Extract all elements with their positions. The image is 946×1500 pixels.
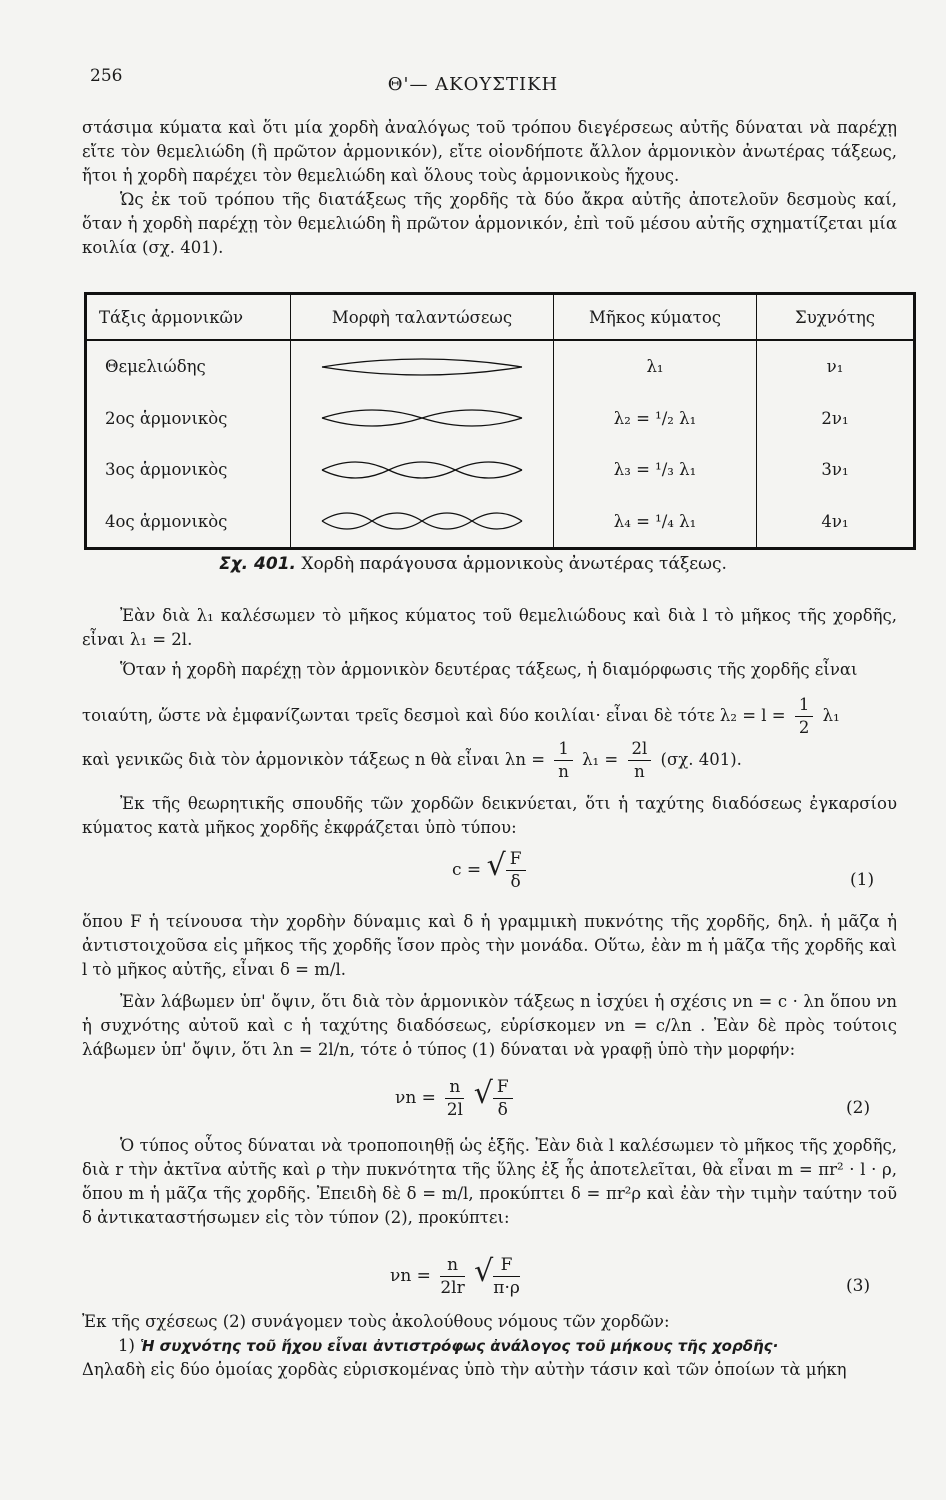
page-number: 256 (90, 66, 123, 86)
frequency: 4ν₁ (821, 511, 849, 531)
paragraph-frequency: Ἐὰν λάβωμεν ὑπ' ὄψιν, ὅτι διὰ τὸν ἁρμονικὸν τάξεως n ἰσχύει ἡ σχέσις νn = c · λn ὅπου νn ἡ συχνότης αὐτοῦ καὶ c ἡ ταχύτης διαδόσεως, εὑρίσκομεν νn = c/λn . Ἐὰν δὲ πρὸς τούτοις λάβωμεν ὑπ' ὄψιν, ὅτι λn = 2l/n, τότε ὁ τύπος (1) δύναται νὰ γραφῇ ὑπὸ τὴν μορφήν: (82, 992, 897, 1059)
string-loop-curve (422, 521, 472, 529)
sqrt-fraction (493, 1254, 520, 1299)
law-number: 1) (118, 1336, 135, 1355)
fraction-denominator: n (634, 762, 645, 781)
equation-number-2: (2) (846, 1098, 871, 1118)
fraction-2l-over-n (628, 738, 652, 783)
string-loop-curve (389, 462, 456, 470)
table-row (86, 393, 915, 444)
string-loop-curve (472, 521, 522, 529)
general-harmonic-text: καὶ γενικῶς διὰ τὸν ἁρμονικὸν τάξεως n θὰ εἶναι λn = (82, 750, 546, 769)
string-loops-4 (317, 508, 527, 534)
col-header-order: Τάξις ἁρμονικῶν (86, 294, 291, 341)
string-loop-curve (422, 418, 522, 426)
table-row (86, 340, 915, 393)
paragraph-definitions: ὅπου F ἡ τείνουσα τὴν χορδὴν δύναμις καὶ δ ἡ γραμμικὴ πυκνότης τῆς χορδῆς, δηλ. ἡ μᾶζα ἡ ἀντιστοιχοῦσα εἰς μῆκος τῆς χορδῆς ἴσον πρὸς τὴν μονάδα. Οὕτω, ἐὰν m ἡ μᾶζα τῆς χορδῆς καὶ l τὸ μῆκος αὐτῆς, εἶναι δ = m/l. (82, 912, 897, 979)
fraction-numerator: 2l (628, 738, 652, 761)
vibration-shape (291, 495, 554, 548)
paragraph-laws-intro: Ἐκ τῆς σχέσεως (2) συνάγομεν τοὺς ἀκολούθους νόμους τῶν χορδῶν: (82, 1312, 670, 1331)
paragraph-law-explanation: Δηλαδὴ εἰς δύο ὁμοίας χορδὰς εὑρισκομένας ὑπὸ τὴν αὐτὴν τάσιν καὶ τῶν ὁποίων τὰ μήκη (82, 1360, 847, 1379)
col-header-frequency: Συχνότης (757, 294, 915, 341)
string-loop-curve (322, 418, 422, 426)
string-loop-curve (455, 470, 522, 478)
string-loop-curve (322, 410, 422, 418)
general-harmonic-relation (82, 738, 897, 783)
string-loop-curve (472, 513, 522, 521)
frequency: ν₁ (826, 357, 844, 377)
table-row (86, 444, 915, 495)
second-harmonic-relation (82, 694, 897, 739)
fraction-numerator: 1 (554, 738, 573, 761)
fraction-denominator: 2lr (440, 1278, 465, 1298)
equation-1 (452, 848, 530, 893)
paragraph-modification: Ὁ τύπος οὗτος δύναται νὰ τροποποιηθῇ ὡς ἑξῆς. Ἐὰν διὰ l καλέσωμεν τὸ μῆκος τῆς χορδῆς, διὰ r τὴν ἀκτῖνα αὐτῆς καὶ ρ τὴν πυκνότητα τῆς ὕλης ἐξ ἧς ἀποτελεῖται, θὰ εἶναι m = πr² · l · ρ, ὅπου m ἡ μᾶζα τῆς χορδῆς. Ἐπειδὴ δὲ δ = m/l, προκύπτει δ = πr²ρ καὶ ἐὰν τὴν τιμὴν ταύτην τοῦ δ ἀντικαταστήσωμεν εἰς τὸν τύπον (2), προκύπτει: (82, 1136, 897, 1227)
fraction-half (795, 694, 814, 739)
law-1 (82, 1334, 897, 1358)
equation-number-1: (1) (850, 870, 875, 890)
fraction-denominator: 2 (798, 718, 810, 737)
harmonic-order: Θεμελιώδης (86, 340, 291, 393)
equation-2 (395, 1076, 517, 1121)
string-loops-3 (317, 457, 527, 483)
string-loop-curve (322, 513, 372, 521)
fraction-numerator: F (493, 1076, 513, 1099)
figure-caption-text: Χορδὴ παράγουσα ἁρμονικοὺς ἀνωτέρας τάξεως. (301, 554, 727, 574)
harmonic-order: 2ος ἁρμονικὸς (86, 393, 291, 444)
law-text: Ἡ συχνότης τοῦ ἤχου εἶναι ἀντιστρόφως ἀνάλογος τοῦ μήκους τῆς χορδῆς· (140, 1337, 779, 1355)
fraction-numerator: n (445, 1076, 464, 1099)
col-header-wavelength: Μῆκος κύματος (554, 294, 757, 341)
equation-lhs: νn = (395, 1088, 436, 1108)
intro-paragraph-1: στάσιμα κύματα καὶ ὅτι μία χορδὴ ἀναλόγως τοῦ τρόπου διεγέρσεως αὐτῆς δύναται νὰ παρέχῃ εἴτε τὸν θεμελιώδη (ἢ πρῶτον ἁρμονικόν), εἴτε οἱονδήποτε ἄλλον ἁρμονικὸν ἀνωτέρας τάξεως, ἤτοι ἡ χορδὴ παρέχει τὸν θεμελιώδη καὶ ὅλους τοὺς ἁρμονικοὺς ἤχους. (82, 118, 897, 185)
vibration-shape (291, 340, 554, 393)
fraction-one-over-n (554, 738, 573, 783)
vibration-shape (291, 393, 554, 444)
string-loop-curve (322, 367, 522, 375)
vibration-shape (291, 444, 554, 495)
frequency: 2ν₁ (821, 408, 849, 428)
harmonics-table (84, 292, 916, 550)
string-loop-curve (322, 359, 522, 367)
col-header-shape: Μορφὴ ταλαντώσεως (291, 294, 554, 341)
sqrt-fraction (506, 848, 526, 893)
table-row (86, 495, 915, 548)
sqrt-sign: √ (486, 848, 506, 883)
table-header-row (86, 294, 915, 341)
wavelength: λ₄ = ¹/₄ λ₁ (554, 495, 757, 548)
equation-3 (390, 1254, 524, 1299)
string-loop-curve (372, 513, 422, 521)
string-loop-curve (322, 521, 372, 529)
fraction-denominator: δ (497, 1100, 508, 1120)
fraction-numerator: F (493, 1254, 520, 1277)
sqrt-fraction (493, 1076, 513, 1121)
equation-number-3: (3) (846, 1276, 871, 1296)
fraction-n-over-2lr (440, 1254, 464, 1299)
fraction-numerator: n (440, 1254, 464, 1277)
wavelength: λ₂ = ¹/₂ λ₁ (554, 393, 757, 444)
intro-paragraph-2: Ὡς ἐκ τοῦ τρόπου τῆς διατάξεως τῆς χορδῆς τὰ δύο ἄκρα αὐτῆς ἀποτελοῦν δεσμοὺς καί, ὅταν ἡ χορδὴ παρέχῃ τὸν θεμελιώδη ἢ πρῶτον ἁρμονικόν, ἐπὶ τοῦ μέσου αὐτῆς σχηματίζεται μία κοιλία (σχ. 401). (82, 190, 897, 257)
figure-caption (0, 554, 946, 574)
paragraph-wavelength: Ἐὰν διὰ λ₁ καλέσωμεν τὸ μῆκος κύματος τοῦ θεμελιώδους καὶ διὰ l τὸ μῆκος τῆς χορδῆς, εἶναι λ₁ = 2l. (82, 606, 897, 649)
string-loop-curve (322, 462, 389, 470)
harmonic-order: 3ος ἁρμονικὸς (86, 444, 291, 495)
fraction-denominator: δ (510, 872, 521, 892)
paragraph-second-harmonic: Ὅταν ἡ χορδὴ παρέχῃ τὸν ἁρμονικὸν δευτέρας τάξεως, ἡ διαμόρφωσις τῆς χορδῆς εἶναι (120, 660, 858, 679)
fraction-denominator: 2l (446, 1100, 463, 1120)
wavelength: λ₃ = ¹/₃ λ₁ (554, 444, 757, 495)
running-title: Θ'— ΑΚΟΥΣΤΙΚΗ (387, 74, 559, 95)
equation-lhs: c = (452, 860, 482, 880)
string-loop-curve (322, 470, 389, 478)
harmonic-order: 4ος ἁρμονικὸς (86, 495, 291, 548)
string-loop-curve (422, 410, 522, 418)
string-loop-curve (389, 470, 456, 478)
fraction-numerator: 1 (795, 694, 814, 717)
string-loops-1 (317, 354, 527, 380)
second-harmonic-text: τοιαύτη, ὥστε νὰ ἐμφανίζωνται τρεῖς δεσμοὶ καὶ δύο κοιλίαι· εἶναι δὲ τότε λ₂ = l = (82, 706, 786, 725)
string-loop-curve (372, 521, 422, 529)
lambda-one-eq: λ₁ = (582, 750, 619, 769)
lambda-one: λ₁ (822, 706, 840, 725)
string-loop-curve (455, 462, 522, 470)
string-loop-curve (422, 513, 472, 521)
figure-reference: (σχ. 401). (660, 750, 742, 769)
fraction-n-over-2l (445, 1076, 464, 1121)
fraction-denominator: π·ρ (493, 1278, 520, 1298)
frequency: 3ν₁ (821, 460, 849, 480)
string-loops-2 (317, 405, 527, 431)
sqrt-sign: √ (473, 1076, 493, 1111)
fraction-numerator: F (506, 848, 526, 871)
equation-lhs: νn = (390, 1266, 431, 1286)
paragraph-wave-speed: Ἐκ τῆς θεωρητικῆς σπουδῆς τῶν χορδῶν δεικνύεται, ὅτι ἡ ταχύτης διαδόσεως ἐγκαρσίου κύματος κατὰ μῆκος χορδῆς ἐκφράζεται ὑπὸ τύπου: (82, 794, 897, 837)
wavelength: λ₁ (554, 340, 757, 393)
fraction-denominator: n (558, 762, 569, 781)
sqrt-sign: √ (474, 1254, 494, 1289)
figure-label: Σχ. 401. (219, 554, 296, 574)
